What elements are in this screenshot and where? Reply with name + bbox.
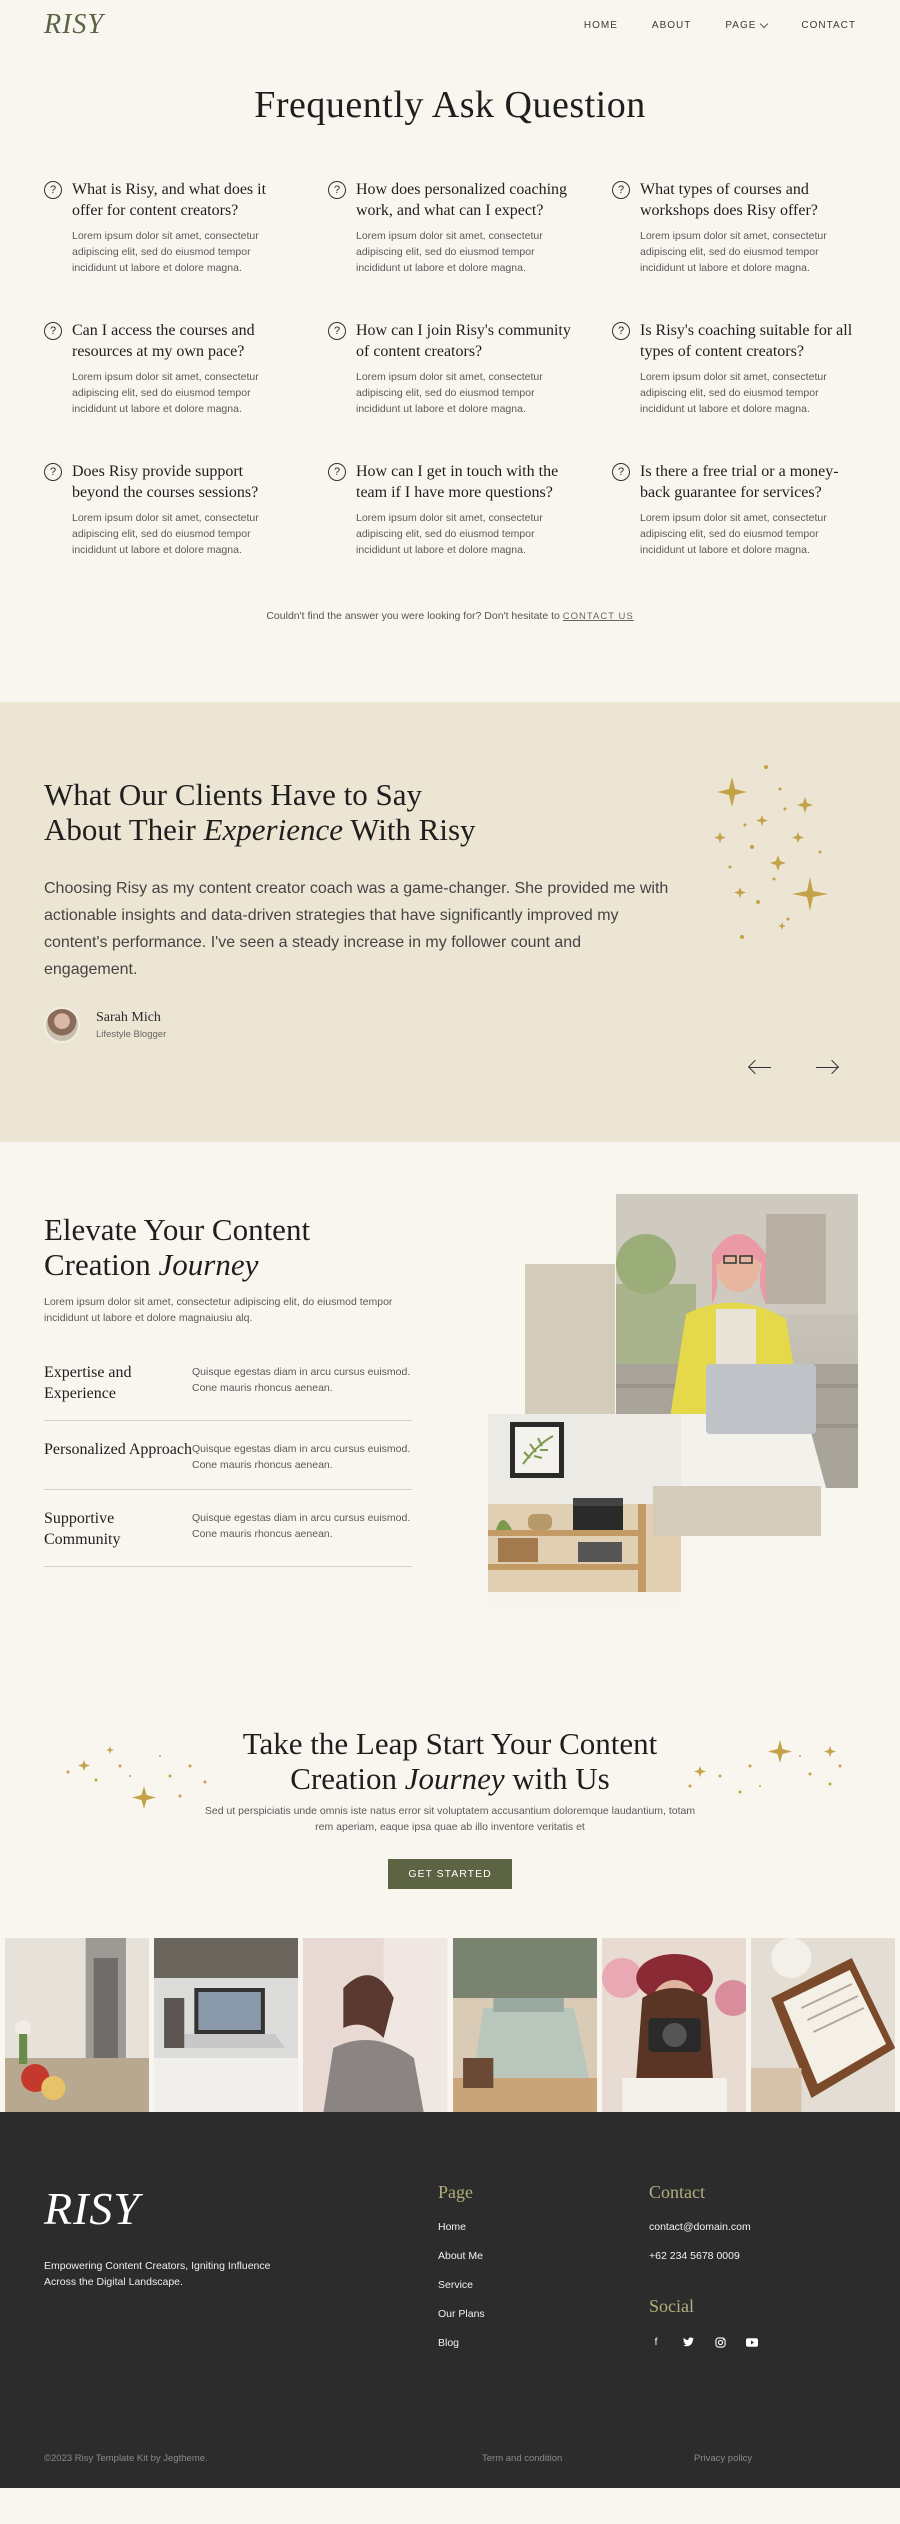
elevate-lead: Lorem ipsum dolor sit amet, consectetur adipiscing elit, do eiusmod tempor incididunt ut labore et dolore magnaiusiu alq. <box>44 1296 393 1324</box>
question-icon: ? <box>612 322 630 340</box>
privacy-link[interactable]: Privacy policy <box>694 2453 753 2464</box>
testimonial-title <box>44 777 524 847</box>
elevate-title-line1: Elevate Your Content <box>44 1212 311 1247</box>
cta-title-post: with Us <box>504 1761 610 1796</box>
faq-item[interactable] <box>328 179 572 276</box>
faq-answer: Lorem ipsum dolor sit amet, consectetur adipiscing elit, sed do eiusmod tempor incididunt ut labore et dolore magna. <box>356 230 543 274</box>
faq-question: What is Risy, and what does it offer for content creators? <box>72 181 267 219</box>
faq-item[interactable] <box>612 179 856 276</box>
footer-link-plans[interactable]: Our Plans <box>438 2308 485 2320</box>
testimonial-title-line1: What Our Clients Have to Say <box>44 777 422 812</box>
nav-home-label: HOME <box>583 19 618 31</box>
faq-answer: Lorem ipsum dolor sit amet, consectetur adipiscing elit, sed do eiusmod tempor incididunt ut labore et dolore magna. <box>356 512 543 556</box>
faq-answer: Lorem ipsum dolor sit amet, consectetur adipiscing elit, sed do eiusmod tempor incididunt ut labore et dolore magna. <box>640 512 827 556</box>
image-collage <box>488 1194 858 1610</box>
terms-link[interactable]: Term and condition <box>482 2453 563 2464</box>
facebook-icon[interactable]: f <box>654 2336 658 2348</box>
gallery-photo-typewriter <box>453 1938 597 2114</box>
faq-question: Can I access the courses and resources at my own pace? <box>72 322 255 360</box>
gallery-photo-relaxing <box>303 1938 447 2114</box>
question-icon: ? <box>328 181 346 199</box>
footer-contact-column <box>649 2182 759 2349</box>
carousel-controls <box>749 1060 838 1074</box>
feature-item <box>44 1362 412 1421</box>
faq-question: Is there a free trial or a money-back guarantee for services? <box>640 463 839 501</box>
main-menu <box>584 20 856 31</box>
top-nav <box>0 0 900 50</box>
feature-item <box>44 1439 412 1490</box>
faq-question: How does personalized coaching work, and what can I expect? <box>356 181 568 219</box>
sparkles-decoration <box>60 1736 220 1816</box>
faq-answer: Lorem ipsum dolor sit amet, consectetur adipiscing elit, sed do eiusmod tempor incididunt ut labore et dolore magna. <box>640 230 827 274</box>
footer-email[interactable]: contact@domain.com <box>649 2221 751 2233</box>
faq-answer: Lorem ipsum dolor sit amet, consectetur adipiscing elit, sed do eiusmod tempor incididunt ut labore et dolore magna. <box>72 371 259 415</box>
gallery-photo-planner <box>751 1938 895 2114</box>
logo[interactable]: RISY <box>44 9 104 40</box>
feature-desc: Quisque egestas diam in arcu cursus euismod. Cone mauris rhoncus aenean. <box>192 1512 411 1540</box>
faq-item[interactable] <box>44 461 288 558</box>
cta-text: Sed ut perspiciatis unde omnis iste natus error sit voluptatem accusantium doloremque laudantium, totam rem aperiam, eaque ipsa quae ab illo inventore veritatis et <box>204 1805 696 1833</box>
question-icon: ? <box>328 463 346 481</box>
avatar <box>44 1007 80 1043</box>
faq-item[interactable] <box>44 320 288 417</box>
decor-block <box>653 1486 821 1536</box>
testimonial-quote: Choosing Risy as my content creator coach was a game-changer. She provided me with actionable insights and data-driven strategies that have significantly improved my content's performance. I've seen a steady increase in my follower count and engagement. <box>44 880 669 978</box>
faq-item[interactable] <box>612 461 856 558</box>
elevate-title-em: Journey <box>158 1247 259 1282</box>
elevate-title-pre: Creation <box>44 1247 159 1282</box>
question-icon: ? <box>612 181 630 199</box>
footer-page-column <box>438 2182 485 2366</box>
faq-question: How can I get in touch with the team if I have more questions? <box>356 463 559 501</box>
faq-footer-text: Couldn't find the answer you were looking for? Don't hesitate to <box>266 610 560 622</box>
question-icon: ? <box>44 181 62 199</box>
question-icon: ? <box>44 463 62 481</box>
cta-title-em: Journey <box>404 1761 505 1796</box>
footer-link-service[interactable]: Service <box>438 2279 474 2291</box>
arrow-left-icon[interactable] <box>749 1060 771 1074</box>
footer-link-blog[interactable]: Blog <box>438 2337 460 2349</box>
faq-item[interactable] <box>44 179 288 276</box>
testimonial-title-pre: About Their <box>44 812 204 847</box>
gallery-photo-flowers <box>5 1938 149 2114</box>
faq-answer: Lorem ipsum dolor sit amet, consectetur adipiscing elit, sed do eiusmod tempor incididunt ut labore et dolore magna. <box>72 512 259 556</box>
author-role: Lifestyle Blogger <box>96 1029 167 1040</box>
faq-title: Frequently Ask Question <box>254 84 646 126</box>
footer-page-heading: Page <box>438 2182 473 2202</box>
faq-question: Does Risy provide support beyond the courses sessions? <box>72 463 259 501</box>
feature-title: Expertise and Experience <box>44 1364 132 1402</box>
cta-title-line1: Take the Leap Start Your Content <box>242 1726 658 1761</box>
faq-section <box>0 83 900 622</box>
faq-question: What types of courses and workshops does Risy offer? <box>640 181 818 219</box>
faq-answer: Lorem ipsum dolor sit amet, consectetur adipiscing elit, sed do eiusmod tempor incididunt ut labore et dolore magna. <box>72 230 259 274</box>
faq-footer <box>0 610 900 622</box>
faq-answer: Lorem ipsum dolor sit amet, consectetur adipiscing elit, sed do eiusmod tempor incididunt ut labore et dolore magna. <box>356 371 543 415</box>
nav-home[interactable] <box>584 20 618 31</box>
feature-desc: Quisque egestas diam in arcu cursus euismod. Cone mauris rhoncus aenean. <box>192 1443 411 1471</box>
faq-grid <box>0 179 900 558</box>
footer-contact-heading: Contact <box>649 2182 705 2202</box>
feature-title: Personalized Approach <box>44 1441 192 1458</box>
question-icon: ? <box>328 322 346 340</box>
question-icon: ? <box>44 322 62 340</box>
nav-about-label: ABOUT <box>651 19 692 31</box>
footer-link-home[interactable]: Home <box>438 2221 467 2233</box>
nav-contact[interactable] <box>801 20 856 31</box>
social-links <box>649 2335 759 2349</box>
footer-logo[interactable]: RISY <box>44 2183 140 2234</box>
feature-desc: Quisque egestas diam in arcu cursus euismod. Cone mauris rhoncus aenean. <box>192 1366 411 1394</box>
gallery-photo-laptop <box>154 1938 298 2114</box>
get-started-button[interactable]: GET STARTED <box>388 1859 511 1889</box>
sparkles-decoration <box>680 1726 860 1816</box>
sparkles-decoration <box>700 737 850 967</box>
youtube-icon[interactable] <box>745 2335 759 2349</box>
footer-phone[interactable]: +62 234 5678 0009 <box>649 2250 740 2262</box>
chevron-down-icon <box>760 19 768 27</box>
faq-question: Is Risy's coaching suitable for all types of content creators? <box>640 322 853 360</box>
faq-item[interactable] <box>328 320 572 417</box>
contact-us-link[interactable]: CONTACT US <box>562 611 634 622</box>
feature-title: Supportive Community <box>44 1510 121 1548</box>
elevate-title <box>44 1212 364 1282</box>
site-footer <box>0 2112 900 2488</box>
copyright: ©2023 Risy Template Kit by Jegtheme. <box>44 2453 208 2464</box>
arrow-right-icon[interactable] <box>816 1060 838 1074</box>
twitter-icon[interactable] <box>681 2335 695 2349</box>
nav-page[interactable] <box>725 20 767 31</box>
feature-item <box>44 1508 412 1567</box>
testimonial-title-em: Experience <box>203 812 343 847</box>
faq-item[interactable] <box>612 320 856 417</box>
testimonial-title-post: With Risy <box>343 812 476 847</box>
testimonial-section <box>0 702 900 1142</box>
nav-about[interactable] <box>652 20 691 31</box>
cta-section <box>0 1682 900 1938</box>
question-icon: ? <box>612 463 630 481</box>
nav-page-label: PAGE <box>725 19 757 31</box>
feature-list <box>44 1362 412 1567</box>
nav-contact-label: CONTACT <box>801 19 856 31</box>
footer-tagline: Empowering Content Creators, Igniting Influence Across the Digital Landscape. <box>44 2260 271 2288</box>
gallery-photo-camera <box>602 1938 746 2114</box>
faq-question: How can I join Risy's community of content creators? <box>356 322 571 360</box>
faq-answer: Lorem ipsum dolor sit amet, consectetur adipiscing elit, sed do eiusmod tempor incididunt ut labore et dolore magna. <box>640 371 827 415</box>
faq-item[interactable] <box>328 461 572 558</box>
decor-block <box>525 1264 615 1414</box>
instagram-icon[interactable] <box>713 2335 727 2349</box>
testimonial-author <box>44 1007 856 1043</box>
footer-link-about[interactable]: About Me <box>438 2250 483 2262</box>
photo-gallery <box>0 1938 900 2114</box>
footer-social-heading: Social <box>649 2296 694 2316</box>
elevate-section <box>0 1142 900 1682</box>
author-name: Sarah Mich <box>96 1010 161 1025</box>
cta-title-pre: Creation <box>290 1761 405 1796</box>
